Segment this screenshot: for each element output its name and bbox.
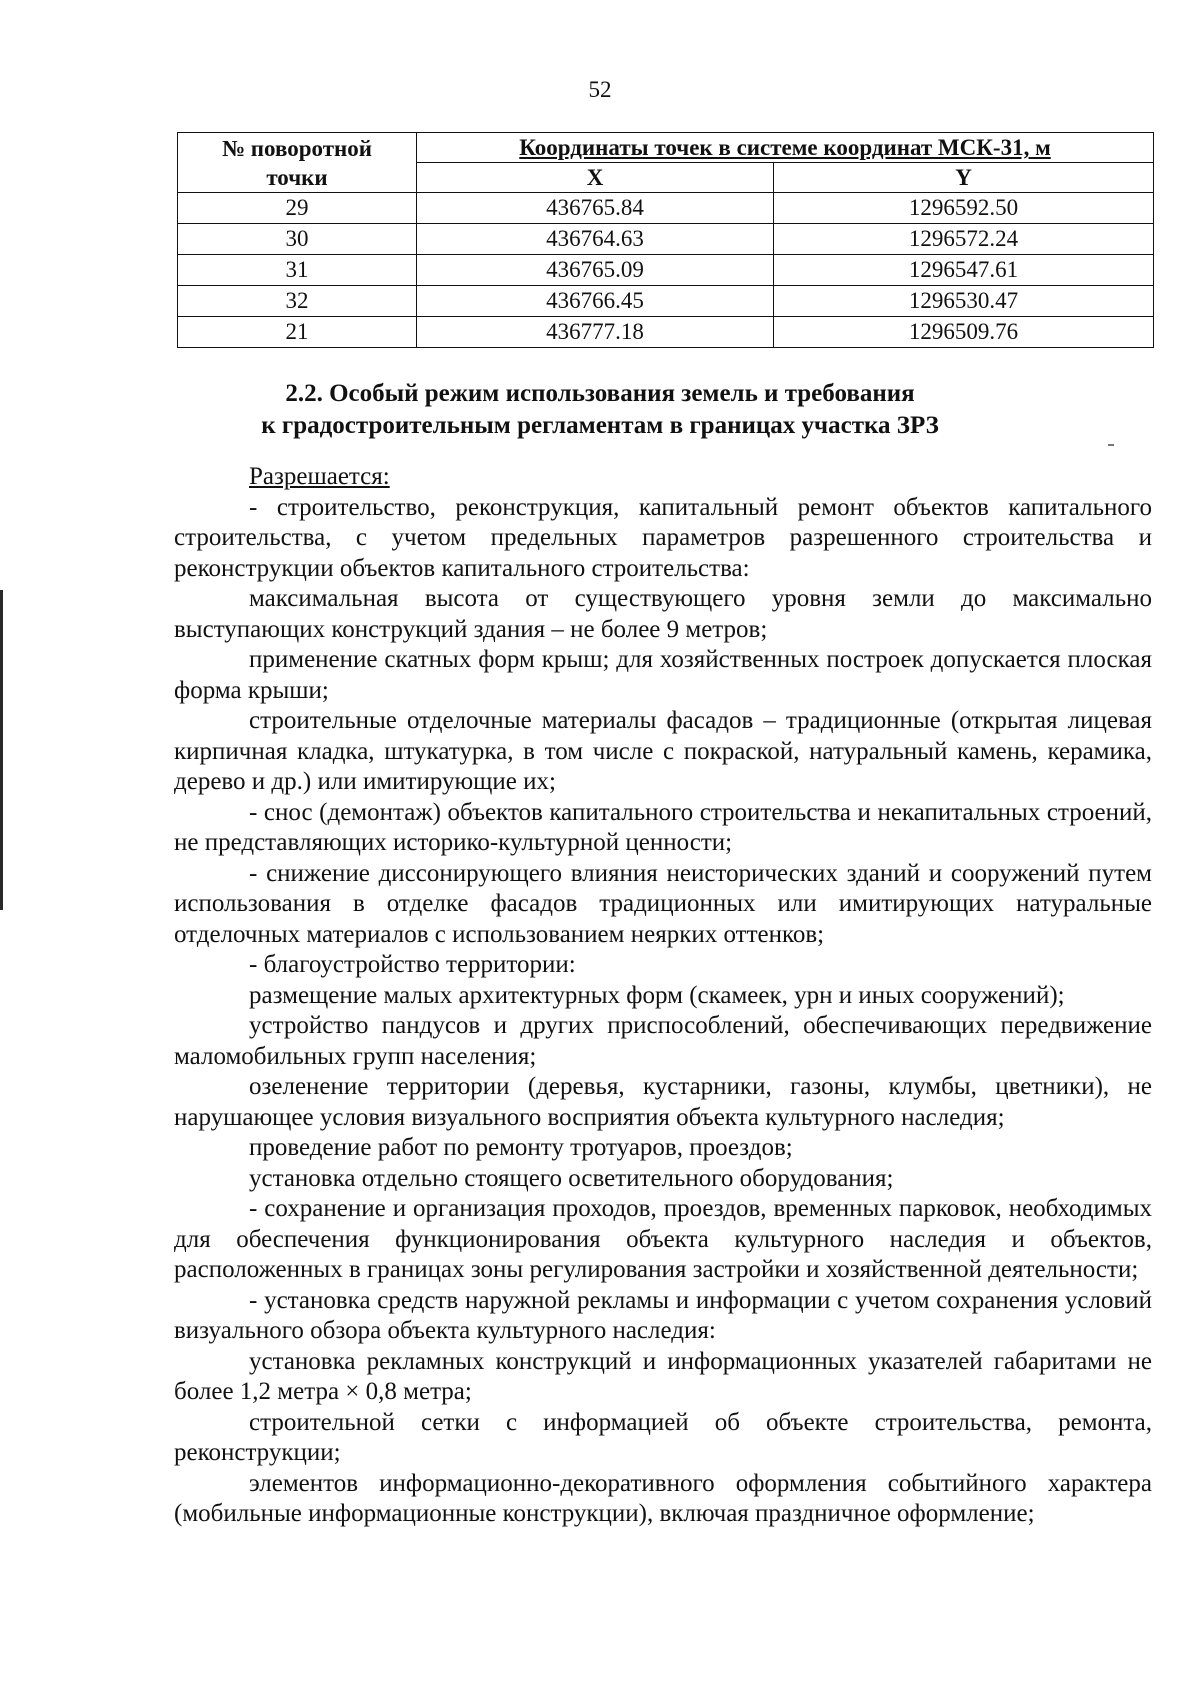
paragraph: размещение малых архитектурных форм (скамеек, урн и иных сооружений); [249,981,1065,1009]
table-row [178,224,1154,255]
cell-point-number: 31 [178,255,417,286]
header-x: X [417,163,774,193]
table-row [178,317,1154,348]
paragraph: элементов информационно-декоративного оформления событийного характера (мобильные информационные конструкции), включая праздничное оформление; [174,1469,1152,1527]
cell-y: 1296509.76 [774,317,1154,348]
section-title-line2: к градостроительным регламентам в границах участка ЗРЗ [261,412,939,439]
table-row [178,193,1154,224]
paragraph: - снижение диссонирующего влияния неисторических зданий и сооружений путем использования в отделке фасадов традиционных или имитирующих натуральные отделочных материалов с использованием неярких оттенков; [174,859,1152,948]
header-y: Y [774,163,1154,193]
cell-point-number: 30 [178,224,417,255]
cell-x: 436765.84 [417,193,774,224]
page-number: 52 [588,77,612,102]
header-coordinates: Координаты точек в системе координат МСК-31, м [417,133,1154,163]
paragraph: применение скатных форм крыш; для хозяйственных построек допускается плоская форма крыши; [174,646,1152,704]
cell-y: 1296547.61 [774,255,1154,286]
scan-speck [1108,444,1114,446]
section-heading [0,378,1200,442]
cell-point-number: 21 [178,317,417,348]
cell-y: 1296530.47 [774,286,1154,317]
body-text [174,462,1152,1530]
section-title-line1: 2.2. Особый режим использования земель и требования [285,380,915,407]
paragraph: озеленение территории (деревья, кустарники, газоны, клумбы, цветники), не нарушающее условия визуального восприятия объекта культурного наследия; [174,1073,1152,1131]
cell-x: 436777.18 [417,317,774,348]
header-point-number-line1: № поворотной [221,135,373,161]
paragraph: установка отдельно стоящего осветительного оборудования; [249,1164,894,1192]
paragraph: строительные отделочные материалы фасадов – традиционные (открытая лицевая кирпичная кладка, штукатурка, в том числе с покраской, натуральный камень, керамика, дерево и др.) или имитирующие их; [174,707,1152,795]
header-point-number-line2: точки [266,164,328,190]
cell-x: 436765.09 [417,255,774,286]
paragraph: - установка средств наружной рекламы и информации с учетом сохранения условий визуального обзора объекта культурного наследия: [174,1286,1152,1344]
table-row [178,255,1154,286]
cell-x: 436764.63 [417,224,774,255]
header-point-number [178,133,417,193]
paragraph: строительной сетки с информацией об объекте строительства, ремонта, реконструкции; [174,1408,1152,1466]
paragraph: - благоустройство территории: [249,951,576,978]
scan-edge-mark [0,590,3,910]
cell-point-number: 32 [178,286,417,317]
paragraph: - строительство, реконструкция, капитальный ремонт объектов капитального строительства, с учетом предельных параметров разрешенного строительства и реконструкции объектов капитального строительства: [174,493,1152,582]
paragraph: установка рекламных конструкций и информационных указателей габаритами не более 1,2 метра × 0,8 метра; [174,1347,1152,1405]
permitted-label: Разрешается: [249,463,390,490]
cell-y: 1296572.24 [774,224,1154,255]
paragraph: проведение работ по ремонту тротуаров, проездов; [249,1134,793,1161]
cell-point-number: 29 [178,193,417,224]
paragraph: максимальная высота от существующего уровня земли до максимально выступающих конструкций здания – не более 9 метров; [174,585,1152,643]
cell-x: 436766.45 [417,286,774,317]
paragraph: устройство пандусов и других приспособлений, обеспечивающих передвижение маломобильных групп населения; [174,1012,1152,1070]
coordinates-table [177,132,1154,348]
cell-y: 1296592.50 [774,193,1154,224]
paragraph: - сохранение и организация проходов, проездов, временных парковок, необходимых для обеспечения функционирования объекта культурного наследия и объектов, расположенных в границах зоны регулирования застройки и хозяйственной деятельности; [174,1195,1152,1283]
paragraph: - снос (демонтаж) объектов капитального строительства и некапитальных строений, не представляющих историко-культурной ценности; [174,798,1152,856]
table-row [178,286,1154,317]
